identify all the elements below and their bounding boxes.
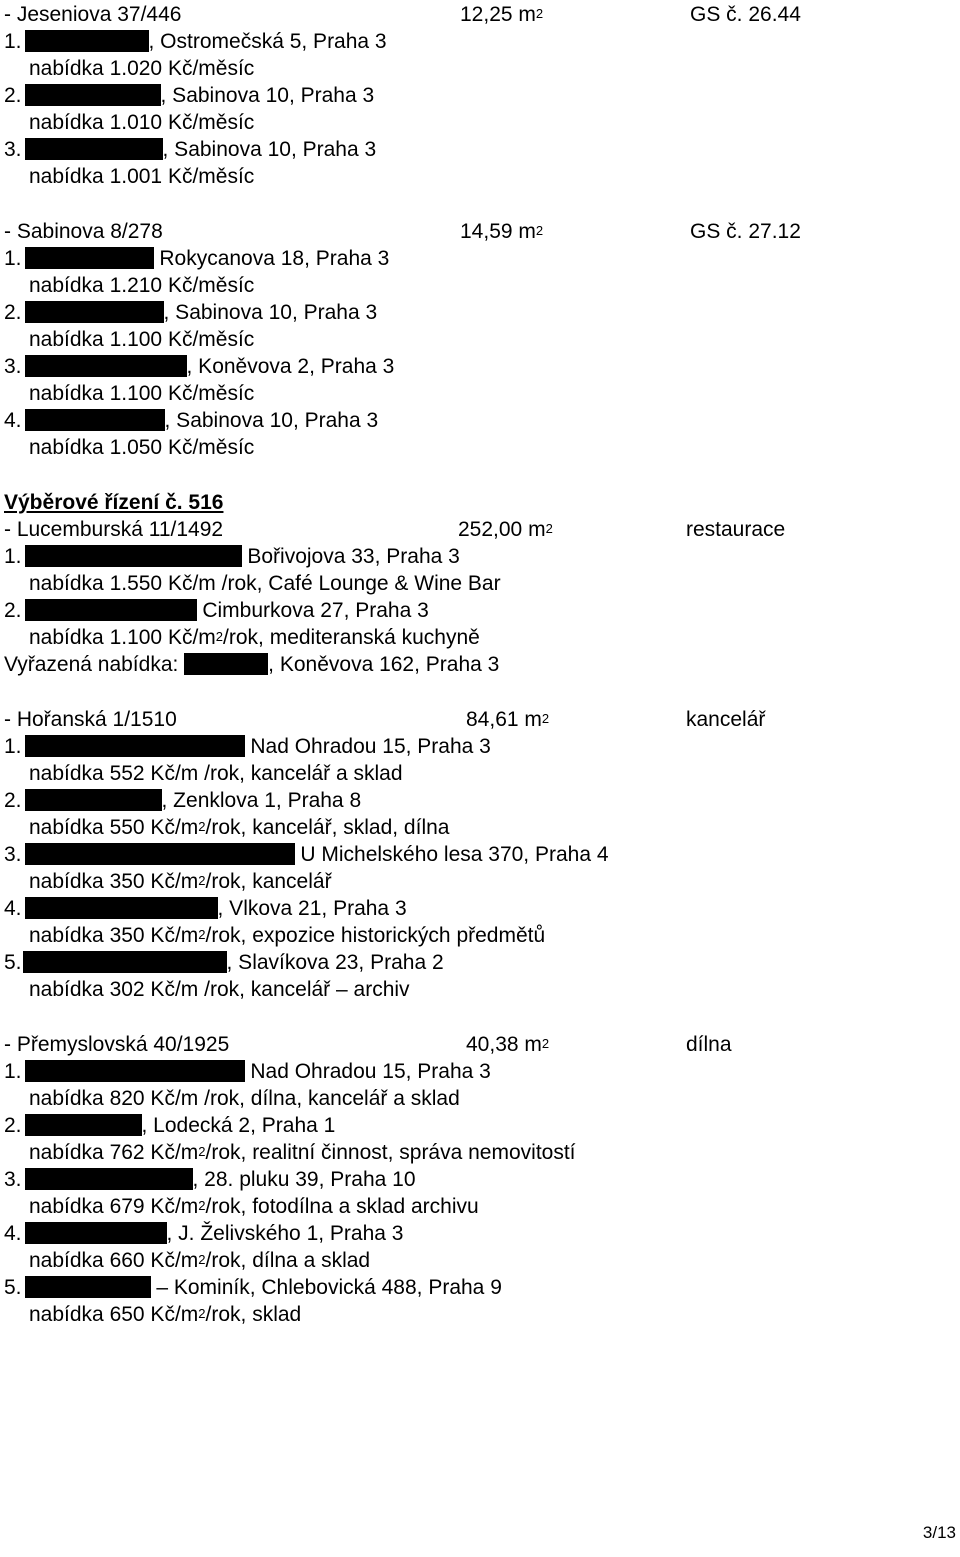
listing-type: restaurace — [686, 518, 786, 541]
redaction-box — [25, 1168, 193, 1190]
bid-line: 1. Nad Ohradou 15, Praha 3 — [4, 1060, 491, 1083]
offer-line: nabídka 820 Kč/m /rok, dílna, kancelář a sklad — [29, 1087, 460, 1110]
redaction-box — [25, 301, 164, 323]
listing-area: 40,38 $m^2$ — [466, 1033, 550, 1056]
page-number: 3/13 — [922, 1523, 956, 1542]
redaction-box — [25, 409, 165, 431]
bid-line: 2. , Lodecká 2, Praha 1 — [4, 1114, 336, 1137]
listing-header — [4, 1, 181, 28]
listing-area: 84,61 $m^2$ — [466, 708, 550, 731]
listing-address: - Sabinova 8/278 — [4, 220, 163, 243]
bid-line: 3. , Koněvova 2, Praha 3 — [4, 355, 395, 378]
bid-line: 5. , Slavíkova 23, Praha 2 — [4, 951, 444, 974]
listing-area: 14,59 $m^2$ — [460, 220, 544, 243]
listing-type: kancelář — [686, 708, 766, 731]
offer-line: nabídka 1.100 $Kč/m^2$/rok, mediteranská kuchyně — [29, 626, 480, 649]
bid-line: 2. , Sabinova 10, Praha 3 — [4, 301, 378, 324]
redaction-box — [25, 735, 245, 757]
listing-type: GS č. 26.44 — [690, 3, 801, 26]
listing-address: - Jeseniova 37/446 — [4, 3, 182, 26]
offer-line: nabídka 550 $Kč/m^2$/rok, kancelář, sklad, dílna — [29, 816, 450, 839]
redaction-box — [25, 789, 162, 811]
offer-line: nabídka 1.020 Kč/měsíc — [29, 57, 255, 80]
offer-line: nabídka 552 Kč/m /rok, kancelář a sklad — [29, 762, 403, 785]
offer-line: nabídka 660 $Kč/m^2$/rok, dílna a sklad — [29, 1249, 371, 1272]
offer-line: nabídka 350 $Kč/m^2$/rok, expozice historických předmětů — [29, 924, 546, 947]
offer-line: nabídka 1.010 Kč/měsíc — [29, 111, 255, 134]
offer-line: nabídka 1.001 Kč/měsíc — [29, 165, 255, 188]
listing-address: - Hořanská 1/1510 — [4, 708, 177, 731]
redaction-box — [25, 84, 161, 106]
listing-header — [4, 1031, 229, 1058]
listing-type: GS č. 27.12 — [690, 220, 801, 243]
bid-line: 2. Cimburkova 27, Praha 3 — [4, 599, 429, 622]
listing-type: dílna — [686, 1033, 732, 1056]
redaction-box — [25, 247, 154, 269]
offer-line: nabídka 302 Kč/m /rok, kancelář – archiv — [29, 978, 410, 1001]
offer-line: nabídka 762 $Kč/m^2$/rok, realitní činnost, správa nemovitostí — [29, 1141, 576, 1164]
offer-line: nabídka 1.550 Kč/m /rok, Café Lounge & Wine Bar — [29, 572, 501, 595]
redaction-box — [25, 1276, 151, 1298]
listing-area: 12,25 $m^2$ — [460, 3, 544, 26]
bid-line: 1. Bořivojova 33, Praha 3 — [4, 545, 460, 568]
redaction-box — [184, 653, 268, 675]
offer-line: nabídka 1.210 Kč/měsíc — [29, 274, 255, 297]
bid-line: 3. , 28. pluku 39, Praha 10 — [4, 1168, 416, 1191]
redaction-box — [25, 843, 295, 865]
listing-address: - Lucemburská 11/1492 — [4, 518, 224, 541]
listing-header — [4, 218, 163, 245]
listing-header — [4, 516, 223, 543]
redaction-box — [25, 897, 218, 919]
bid-line: 3. U Michelského lesa 370, Praha 4 — [4, 843, 609, 866]
bid-line: 5. – Kominík, Chlebovická 488, Praha 9 — [4, 1276, 502, 1299]
redaction-box — [25, 1060, 245, 1082]
excluded-bid-line: Vyřazená nabídka: , Koněvova 162, Praha 3 — [4, 653, 500, 676]
offer-line: nabídka 650 $Kč/m^2$/rok, sklad — [29, 1303, 302, 1326]
redaction-box — [23, 951, 227, 973]
listing-header — [4, 706, 177, 733]
bid-line: 1. , Ostromečská 5, Praha 3 — [4, 30, 387, 53]
section-heading: Výběrové řízení č. 516 — [4, 491, 224, 514]
redaction-box — [25, 1114, 142, 1136]
bid-line: 2. , Sabinova 10, Praha 3 — [4, 84, 375, 107]
bid-line: 4. , Sabinova 10, Praha 3 — [4, 409, 379, 432]
bid-line: 4. , Vlkova 21, Praha 3 — [4, 897, 407, 920]
bid-line: 2. , Zenklova 1, Praha 8 — [4, 789, 362, 812]
offer-line: nabídka 1.100 Kč/měsíc — [29, 328, 255, 351]
bid-line: 1. Nad Ohradou 15, Praha 3 — [4, 735, 491, 758]
redaction-box — [25, 599, 197, 621]
listing-area: 252,00 $m^2$ — [458, 518, 553, 541]
listing-address: - Přemyslovská 40/1925 — [4, 1033, 230, 1056]
offer-line: nabídka 1.050 Kč/měsíc — [29, 436, 255, 459]
redaction-box — [25, 138, 163, 160]
redaction-box — [25, 1222, 167, 1244]
offer-line: nabídka 350 $Kč/m^2$/rok, kancelář — [29, 870, 332, 893]
bid-line: 4. , J. Želivského 1, Praha 3 — [4, 1222, 404, 1245]
offer-line: nabídka 1.100 Kč/měsíc — [29, 382, 255, 405]
redaction-box — [25, 30, 149, 52]
bid-line: 1. Rokycanova 18, Praha 3 — [4, 247, 390, 270]
redaction-box — [25, 355, 187, 377]
redaction-box — [25, 545, 242, 567]
offer-line: nabídka 679 $Kč/m^2$/rok, fotodílna a sklad archivu — [29, 1195, 479, 1218]
bid-line: 3. , Sabinova 10, Praha 3 — [4, 138, 377, 161]
